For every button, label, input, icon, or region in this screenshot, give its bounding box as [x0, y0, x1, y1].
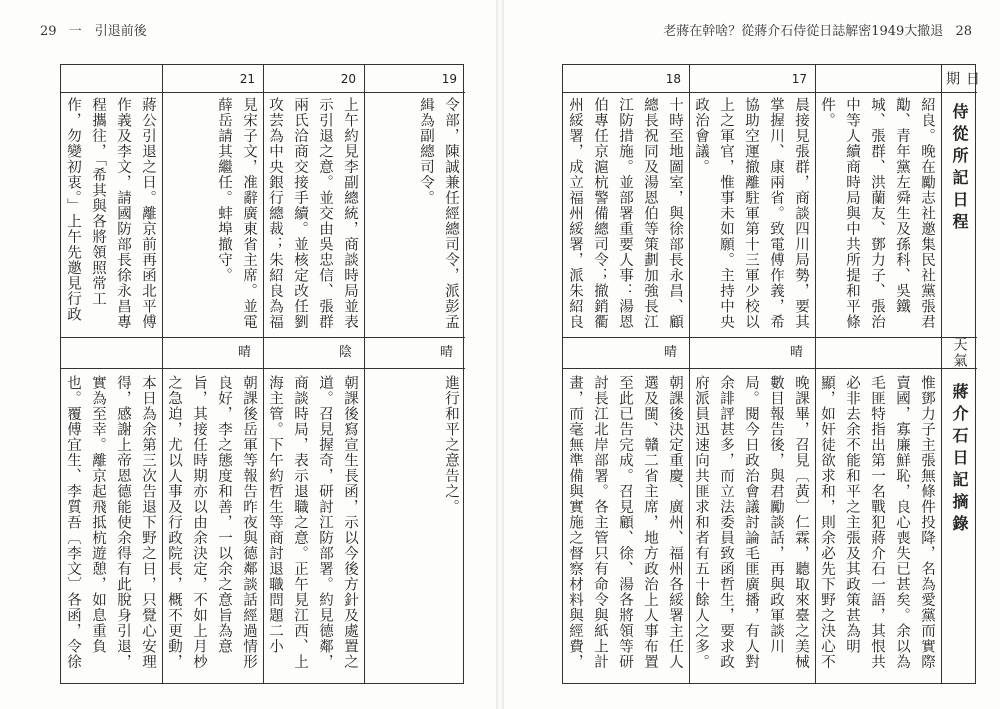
weather-cell [61, 337, 162, 369]
date-label: 日期 [944, 71, 980, 87]
right-page [504, 0, 1000, 709]
day-column-19 [364, 65, 465, 683]
diary-entry: 朝課後寫宣生長函，示以今後方針及處置之道。召見握奇，研討江防部署。約見德鄰，商談時局，表示退職之意。正午見江西、上海主管。下午約哲生等商討退職問題二小 [267, 375, 358, 670]
date-cell [61, 65, 162, 93]
chapter-title: 一 引退前後 [68, 24, 147, 39]
day-column-20 [263, 65, 364, 683]
diary-entry: 惟鄧力子主張無條件投降，名為愛黨而實際賣國，寡廉鮮恥，良心喪失已甚矣。余以為毛匪特指出第一名戰犯蔣介石一語，其恨共必非去余不能和平之主張及其政策甚為明顯，如奸徒欲求和，則余必先下野之決心不 [819, 375, 935, 670]
weather-cell: 晴 [690, 337, 815, 369]
right-page-header [663, 20, 972, 39]
left-page-number: 29 [40, 24, 57, 39]
day-column-16-continued [815, 65, 941, 683]
diary-entry: 朝課後決定重慶、廣州、福州各綏署主任人選及閩、贛二省主席，地方政治上人事布置至此已告完成。召見顧、徐、湯各將領等研討長江北岸部署。各主管只有命令與紙上計畫，而毫無準備與實施之督察材料與經費， [567, 375, 683, 670]
date-cell: 21 [163, 65, 263, 93]
running-title: 老蔣在幹啥？從蔣介石侍從日誌解密1949大撤退 [663, 24, 944, 39]
date-cell: 18 [563, 65, 689, 93]
weather-label: 天氣 [951, 337, 968, 369]
attendant-entry: 令部，陳誠兼任經總司令，派彭孟緝為副總司令。 [418, 97, 459, 330]
weather-cell: 晴 [563, 337, 689, 369]
right-page-number: 28 [955, 24, 972, 39]
weather-cell: 晴 [365, 337, 465, 369]
book-gutter [496, 0, 504, 709]
date-cell [816, 65, 941, 93]
diary-entry: 進行和平之意告之。 [443, 375, 459, 515]
attendant-entry: 十時至地圖室，與徐部長永昌、顧總長祝同及湯恩伯等策劃加強長江江防措施。並部署重要人事：湯恩伯專任京滬杭警備總司令；撤銷衢州綏署，成立福州綏署，派朱紹良 [567, 97, 683, 330]
date-cell: 17 [690, 65, 815, 93]
day-column-21-continued [61, 65, 162, 683]
weather-cell: 陰 [264, 337, 364, 369]
day-column-18 [563, 65, 689, 683]
attendant-entry: 紹良。晚在勵志社邀集民社黨張君勱、青年黨左舜生及孫科、吳鐵城、張群、洪蘭友、鄧力子、張治中等人續商時局與中共所提和平條件。 [819, 97, 935, 330]
header-column [941, 65, 980, 683]
day-column-17 [689, 65, 815, 683]
attendant-entry: 上午約見李副總統，商談時局並表示引退之意。並交由吳忠信、張群兩氏洽商交接手續。並核定改任劉攻芸為中央銀行總裁；朱紹良為福 [267, 97, 358, 330]
left-page-header [40, 20, 147, 39]
diary-entry: 晚課畢，召見〔黃〕仁霖，聽取來臺之美械數目報告後，與君勵談話，再與政軍談川局。閱今日政治會議討論毛匪廣播，有人對余誹評甚多，而立法委員致函哲生，要求政府派員迅速向共匪求和者有五十餘人之多。 [693, 375, 809, 670]
attendant-entry: 晨接見張群，商談四川局勢，要其掌握川、康兩省。致電傅作義，希協助空運撤離駐軍第十三軍少校以上之軍官，惟事未如願。主持中央政治會議。 [693, 97, 809, 330]
attendant-entry: 蔣公引退之日。離京前再函北平傅作義及李文，請國防部長徐永昌專程攜往，「希其與各將領照常工作，勿變初衷。」上午先邀見行政 [65, 97, 156, 330]
right-diary-table [562, 64, 980, 684]
date-cell: 20 [264, 65, 364, 93]
day-column-21 [162, 65, 263, 683]
weather-cell: 晴 [163, 337, 263, 369]
diary-label: 蔣介石日記摘錄 [950, 383, 969, 537]
diary-entry: 本日為余第三次告退下野之日，只覺心安理得，感謝上帝恩德能使余得有此脫身引退，實為至幸。離京起飛抵杭遊憩，如息重負也。覆傅宜生、李質吾〔李文〕各函，令徐 [65, 375, 156, 670]
diary-entry: 朝課後岳軍等報告昨夜與德鄰談話經過情形良好，李之態度和善，一以余之意旨為意旨，其接任時期亦以由余決定，不如上月杪之急迫，尤以人事及行政院長，概不更動， [166, 375, 257, 670]
attendant-label: 侍從所記日程 [950, 103, 969, 235]
weather-cell [816, 337, 941, 369]
date-cell: 19 [365, 65, 465, 93]
left-page [0, 0, 496, 709]
attendant-entry: 見宋子文，准辭廣東省主席。並電薛岳請其繼任。蚌埠撤守。 [216, 97, 257, 330]
left-diary-table [60, 64, 464, 684]
